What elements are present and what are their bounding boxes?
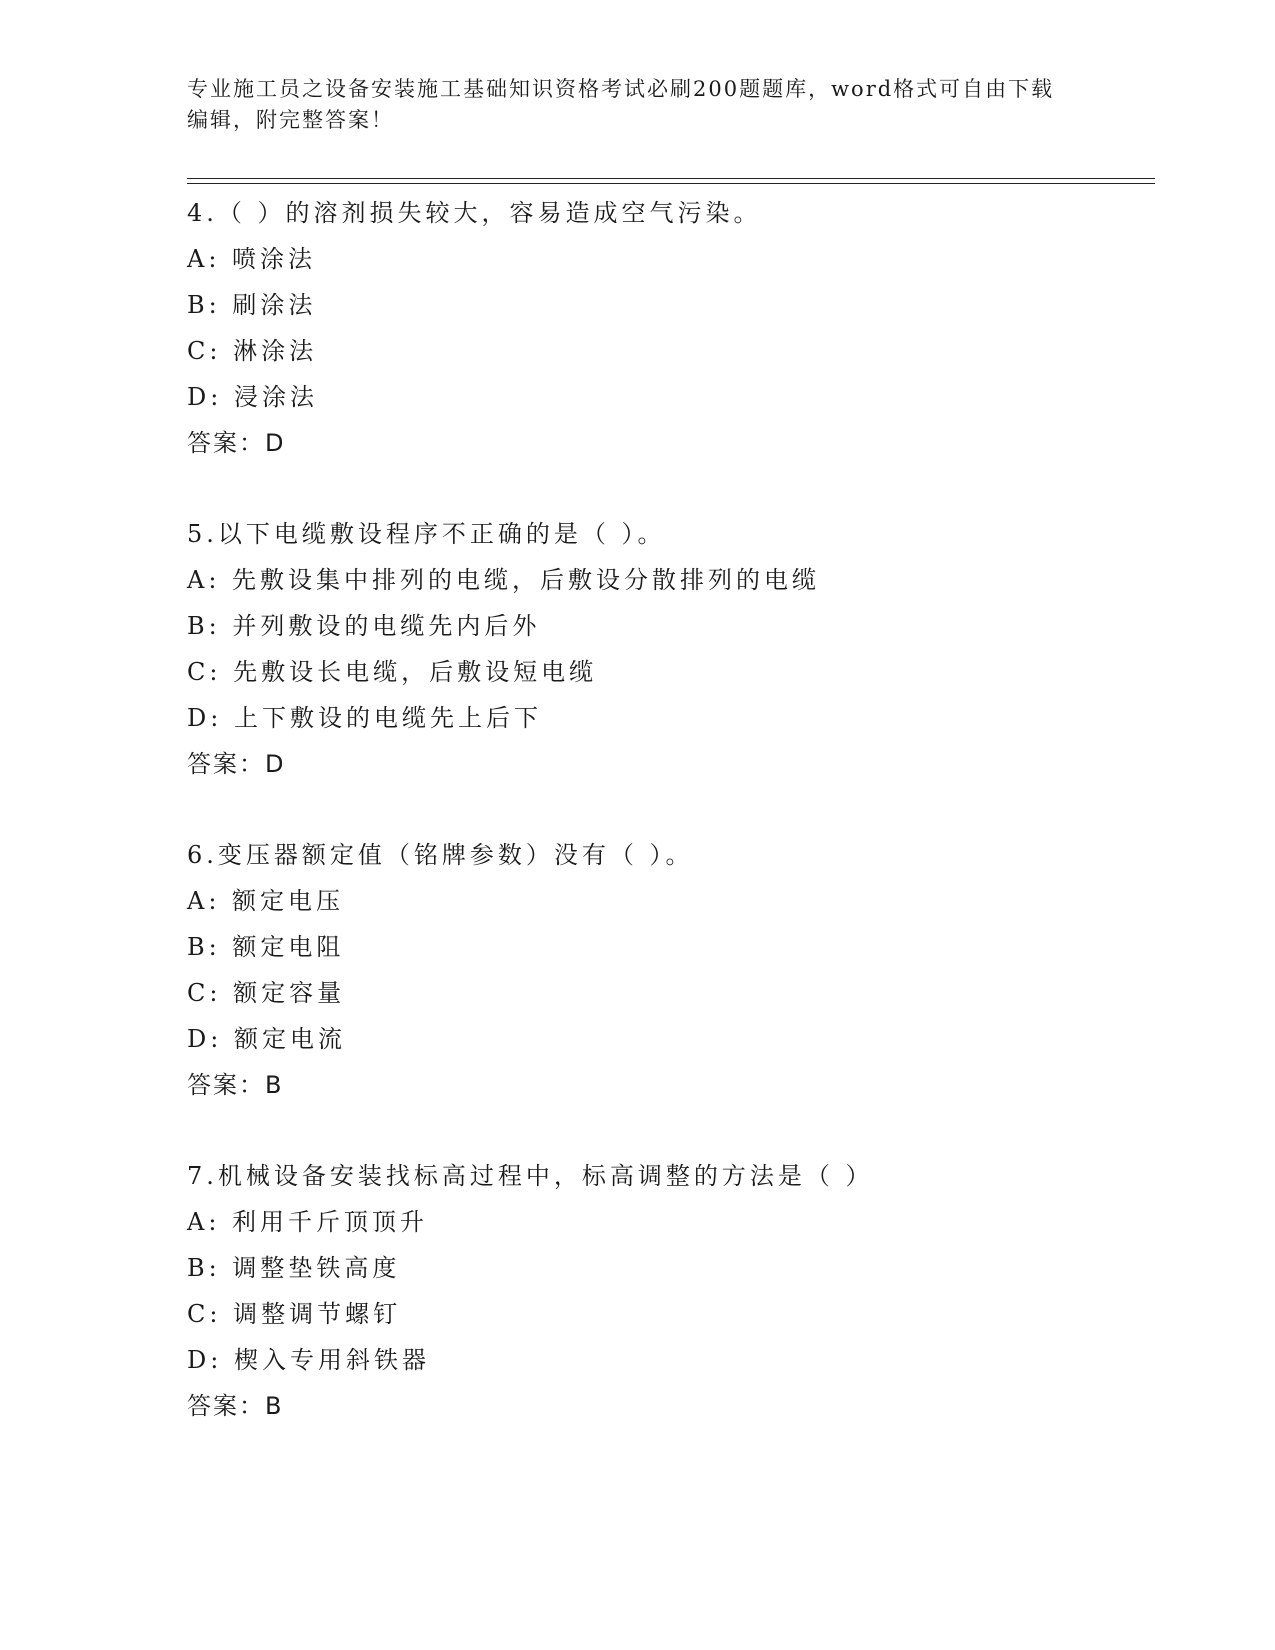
option-c: C: 额定容量 — [187, 979, 346, 1007]
question-7 — [187, 1153, 1155, 1429]
question-list — [187, 190, 1155, 1474]
question-4 — [187, 190, 1155, 466]
header-rule-top — [187, 178, 1155, 179]
option-b: B: 调整垫铁高度 — [187, 1254, 401, 1282]
option-b: B: 额定电阻 — [187, 933, 345, 961]
option-d: D: 楔入专用斜铁器 — [187, 1346, 430, 1374]
option-c: C: 淋涂法 — [187, 337, 318, 365]
option-a: A: 额定电压 — [187, 887, 345, 915]
answer: 答案：B — [187, 1071, 284, 1099]
question-stem: 7.机械设备安装找标高过程中，标高调整的方法是（ ） — [187, 1162, 874, 1190]
option-b: B: 刷涂法 — [187, 291, 317, 319]
option-b: B: 并列敷设的电缆先内后外 — [187, 612, 541, 640]
question-stem: 4.（ ）的溶剂损失较大，容易造成空气污染。 — [187, 199, 762, 227]
question-stem: 5.以下电缆敷设程序不正确的是（ ）。 — [187, 520, 666, 548]
question-stem: 6.变压器额定值（铭牌参数）没有（ ）。 — [187, 841, 694, 869]
option-d: D: 额定电流 — [187, 1025, 346, 1053]
option-c: C: 先敷设长电缆，后敷设短电缆 — [187, 658, 598, 686]
option-d: D: 上下敷设的电缆先上后下 — [187, 704, 542, 732]
question-5 — [187, 511, 1155, 787]
option-d: D: 浸涂法 — [187, 383, 318, 411]
option-a: A: 先敷设集中排列的电缆，后敷设分散排列的电缆 — [187, 566, 821, 594]
answer: 答案：B — [187, 1392, 284, 1420]
question-6 — [187, 832, 1155, 1108]
header-rule-bottom — [187, 183, 1155, 184]
answer: 答案：D — [187, 429, 286, 457]
option-a: A: 利用千斤顶顶升 — [187, 1208, 429, 1236]
document-header: 专业施工员之设备安装施工基础知识资格考试必刷200题题库，word格式可自由下载编辑，附完整答案！ — [187, 77, 1055, 132]
option-a: A: 喷涂法 — [187, 245, 317, 273]
option-c: C: 调整调节螺钉 — [187, 1300, 402, 1328]
answer: 答案：D — [187, 750, 286, 778]
